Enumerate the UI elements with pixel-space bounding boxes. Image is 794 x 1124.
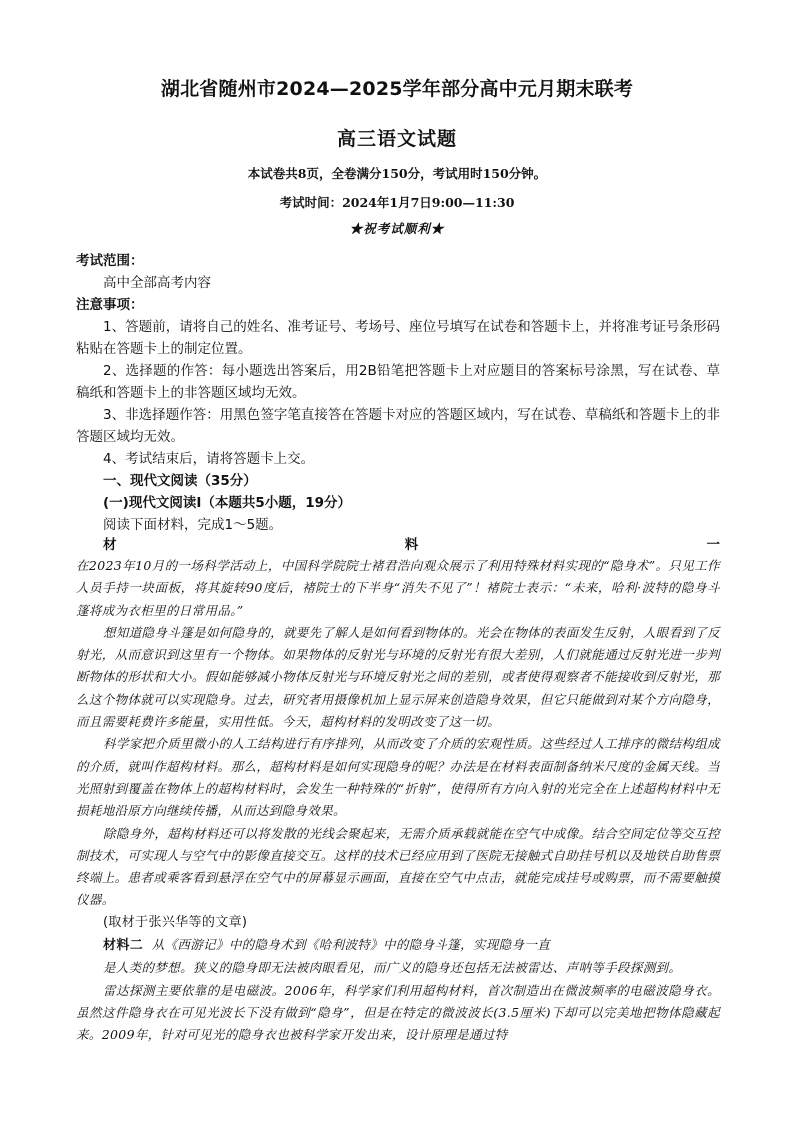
exam-time: 考试时间：2024年1月7日9:00—11:30 bbox=[279, 195, 515, 210]
material-label-char-1: 材 bbox=[103, 537, 117, 553]
exam-title: 湖北省随州市2024—2025学年部分高中元月期末联考 bbox=[160, 78, 634, 100]
subsection-heading: (一)现代文阅读Ⅰ（本题共5小题，19分） bbox=[103, 495, 352, 511]
material-one-source: (取材于张兴华等的文章) bbox=[103, 914, 248, 930]
material-one-paragraph-4: 除隐身外，超构材料还可以将发散的光线会聚起来，无需介质承载就能在空气中成像。结合空间定位等交互控制技术，可实现人与空气中的影像直接交互。这样的技术已经应用到了医院无接触式自助挂号机以及地铁自助售票终端上。患者或乘客看到悬浮在空气中的屏幕显示画面，直接在空气中点击，就能完成挂号或购票，而不需要触摸仪器。 bbox=[76, 825, 720, 908]
subject-title: 高三语文试题 bbox=[336, 128, 457, 150]
exam-info: 本试卷共8页，全卷满分150分，考试用时150分钟。 bbox=[247, 166, 547, 181]
material-one-paragraph-1: 在2023年10月的一场科学活动上，中国科学院院士褚君浩向观众展示了利用特殊材料实现的“隐身术”。只见工作人员手持一块面板，将其旋转90度后，褚院士的下半身“消失不见了”！褚院士表示：“未来，哈利·波特的隐身斗篷将成为衣柜里的日常用品。” bbox=[76, 558, 720, 618]
material-two-lead-text: 从《西游记》中的隐身术到《哈利波特》中的隐身斗篷，实现隐身一直 bbox=[151, 937, 551, 953]
reading-instruction: 阅读下面材料，完成1～5题。 bbox=[103, 517, 283, 533]
attention-label: 注意事项： bbox=[76, 297, 144, 313]
section-heading: 一、现代文阅读（35分） bbox=[103, 473, 257, 489]
note-item-4: 4、考试结束后，请将答题卡上交。 bbox=[103, 451, 315, 467]
material-one-paragraph-2: 想知道隐身斗篷是如何隐身的，就要先了解人是如何看到物体的。光会在物体的表面发生反射，人眼看到了反射光，从而意识到这里有一个物体。如果物体的反射光与环境的反射光有很大差别，人们就能通过反射光进一步判断物体的形状和大小。假如能够减小物体反射光与环境反射光之间的差别，或者使得观察者不能接收到反射光，那么这个物体就可以实现隐身。过去，研究者用摄像机加上显示屏来创造隐身效果，但它只能做到对某个方向隐身，而且需要耗费许多能量，实用性低。今天，超构材料的发明改变了这一切。 bbox=[76, 624, 720, 730]
exam-notes bbox=[76, 250, 720, 536]
note-item-2: 2、选择题的作答：每小题选出答案后，用2B铅笔把答题卡上对应题目的答案标号涂黑，写在试卷、草稿纸和答题卡上的非答题区域均无效。 bbox=[76, 363, 720, 401]
scope-label: 考试范围： bbox=[76, 253, 144, 269]
material-label-char-2: 料 bbox=[404, 537, 419, 553]
good-luck-banner: ★祝考试顺利★ bbox=[349, 221, 445, 236]
scope-text: 高中全部高考内容 bbox=[103, 275, 211, 291]
material-two-paragraph-2: 雷达探测主要依靠的是电磁波。2006年，科学家们利用超构材料，首次制造出在微波频率的电磁波隐身衣。虽然这件隐身衣在可见光波长下没有做到“隐身”，但是在特定的微波波长(3.5厘米)下却可以完美地把物体隐藏起来。2009年，针对可见光的隐身衣也被科学家开发出来，设计原理是通过特 bbox=[76, 982, 720, 1043]
material-one-paragraph-3: 科学家把介质里微小的人工结构进行有序排列，从而改变了介质的宏观性质。这些经过人工排序的微结构组成的介质，就叫作超构材料。那么，超构材料是如何实现隐身的呢？办法是在材料表面制备纳米尺度的金属天线。当光照射到覆盖在物体上的超构材料时，会发生一种特殊的“折射”，使得所有方向入射的光完全在上述超构材料中无损耗地沿原方向继续传播，从而达到隐身效果。 bbox=[76, 736, 720, 819]
material-two-label: 材料二 bbox=[103, 938, 144, 954]
note-item-3: 3、非选择题作答：用黑色签字笔直接答在答题卡对应的答题区域内，写在试卷、草稿纸和答题卡上的非答题区域均无效。 bbox=[76, 407, 720, 445]
material-two-paragraph-1-cont: 是人类的梦想。狭义的隐身即无法被肉眼看见，而广义的隐身还包括无法被雷达、声呐等手段探测到。 bbox=[103, 960, 682, 976]
material-two-paragraph-1-lead bbox=[76, 934, 720, 957]
material-label-char-3: 一 bbox=[706, 537, 720, 553]
material-one-body bbox=[76, 555, 720, 1047]
material-one-label bbox=[103, 533, 720, 553]
note-item-1: 1、答题前，请将自己的姓名、准考证号、考场号、座位号填写在试卷和答题卡上，并将准考证号条形码粘贴在答题卡上的制定位置。 bbox=[76, 319, 720, 357]
